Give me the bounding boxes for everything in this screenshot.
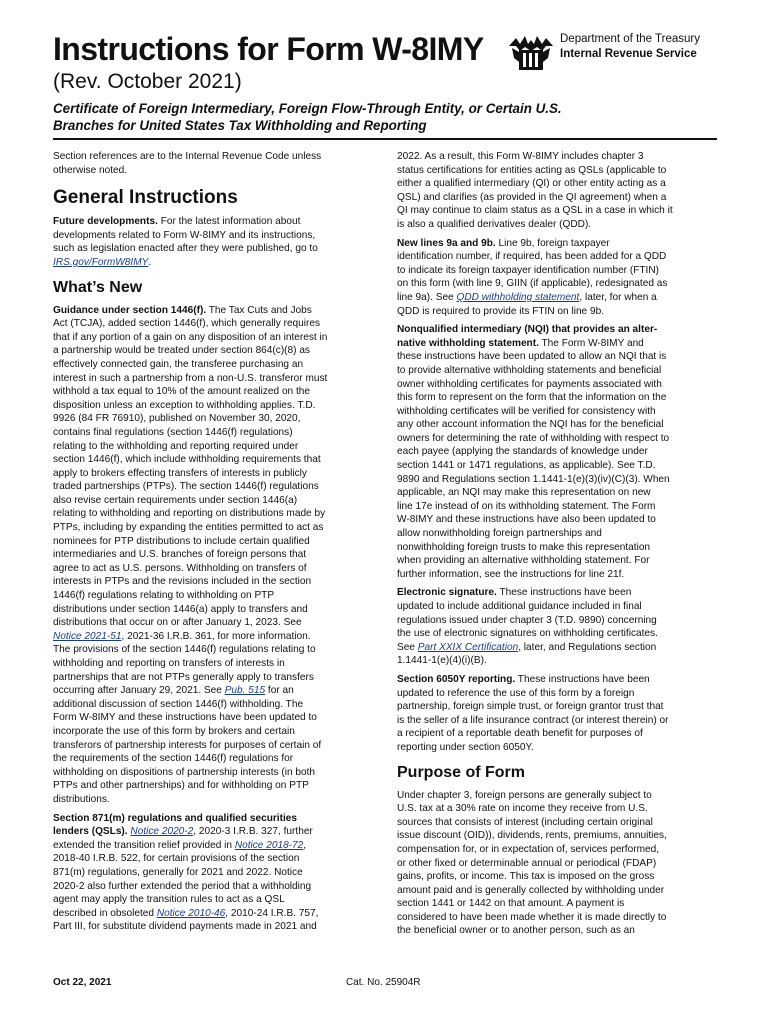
text-line: section 1446(f), which include withholding requirements that (53, 454, 321, 466)
text-line: either a qualified intermediary (QI) or other entity acting as a (397, 178, 666, 190)
section-1446f-lead: Guidance under section 1446(f). (53, 304, 207, 316)
text-line: intermediaries and U.S. branches of foreign persons that (53, 549, 307, 561)
text-line: nominees for PTP distributions to include certain qualified (53, 535, 310, 547)
text-line: withholding certificates will be verified for consistency with (397, 405, 656, 417)
text-fragment: extended the transition relief provided in (53, 839, 235, 851)
text-line: is the seller of a life insurance contract (or interest therein) or (397, 714, 669, 726)
text-line: PTPs, including by expanding the entities permitted to act as (53, 522, 324, 534)
text-line: gains, profits, or income. This tax is imposed on the gross (397, 871, 655, 883)
text-line: the beneficial owner or to another person, such as an (397, 925, 635, 937)
text-line: Part III, for substitute dividend payments made in 2021 and (53, 921, 317, 933)
text-line: interests in PTPs and the revisions included in the section (53, 576, 312, 588)
text-line: identification number, if required, has been added for a QDD (397, 251, 667, 263)
pub-515-link[interactable]: Pub. 515 (224, 685, 266, 697)
text-line: The Tax Cuts and Jobs (206, 304, 312, 316)
new-lines-9-lead: New lines 9a and 9b. (397, 237, 496, 249)
purpose-paragraph (397, 789, 731, 939)
text-line: effectively connected gain, the transferee purchasing an (53, 358, 304, 370)
text-line: owners for determining the rate of withholding with respect to (397, 432, 670, 444)
text-line: updated to reference the use of this form by a foreign (397, 687, 635, 699)
text-line: to provide alternative withholding statements and beneficial (397, 364, 662, 376)
notice-2010-46-link[interactable]: Notice 2010-46 (156, 907, 226, 919)
section-871m-lead: Section 871(m) regulations and qualified securities (53, 812, 297, 824)
text-fragment: . (148, 256, 152, 268)
irs-gov-formw8imy-link[interactable]: IRS.gov/FormW8IMY (53, 256, 149, 268)
text-line: status certifications for entities acting as QSLs (applicable to (397, 164, 667, 176)
text-line: distributions under section 1446(a) apply to transfers and (53, 603, 308, 615)
text-line: U.S. tax at a 30% rate on income they receive from U.S. (397, 803, 648, 815)
text-line: 9926 (84 FR 76910), published on November 30, 2020, (53, 413, 301, 425)
header-rule (53, 138, 717, 140)
text-line: when providing an alternative withholding statement. For (397, 555, 650, 567)
text-line: Section references are to the Internal Revenue Code unless (53, 151, 322, 162)
agency-block (560, 32, 700, 62)
text-line: that if any portion of a gain on any disposition of an interest in (53, 331, 328, 343)
purpose-of-form-heading: Purpose of Form (397, 763, 526, 781)
text-line: developments related to Form W-8IMY and its instructions, (53, 229, 316, 241)
text-line: further information, see the instructions for line 21f. (397, 568, 625, 580)
text-line: this form to represent on the form that the information on the (397, 392, 667, 404)
text-line: line 17e instead of on its withholding statement. The Form (397, 500, 656, 512)
text-fragment: line 9a). See (397, 291, 457, 303)
text-line: each payee (applying the standards of knowledge under (397, 446, 648, 458)
text-line: 2018-40 I.R.B. 522, for certain provisions of the section (53, 853, 300, 865)
text-line: interest in such a partnership from a non-U.S. transferor must (53, 372, 328, 384)
text-line: For the latest information about (157, 216, 301, 228)
text-line: compensation for, or in expectation of, services performed, (397, 843, 660, 855)
text-fragment: These instructions have been (515, 673, 650, 685)
text-fragment: , later, for when a (579, 291, 657, 303)
text-line: W-8IMY and these instructions have also been updated to (397, 514, 656, 526)
right-column (397, 150, 731, 943)
text-line: these instructions have been updated to allow an NQI that is (397, 351, 667, 363)
text-line: any other account information the NQI has for the beneficial (397, 419, 664, 431)
text-line: regulations issued under chapter 3 (T.D. 9890) concerning (397, 614, 657, 626)
text-line: 2020-2 also further extended the period that a withholding (53, 880, 312, 892)
text-line: such as legislation enacted after they were published, go to (53, 243, 318, 255)
text-fragment: , later, and Regulations section (518, 641, 657, 653)
text-line: QDD is required to provide its FTIN on line 9b. (397, 305, 605, 317)
text-line: contains final regulations (section 1446(f) regulations) (53, 426, 293, 438)
section-6050y-paragraph (397, 673, 731, 755)
text-line: withhold a tax equal to 10% of the amount realized on the (53, 386, 311, 398)
notice-2018-72-link[interactable]: Notice 2018-72 (234, 839, 304, 851)
text-line: 1446(f) regulations relating to withholding on PTP (53, 590, 275, 602)
text-line: 9890 and Regulations section 1.1441-1(e)(3)(iv)(C)(3). When (397, 473, 670, 485)
text-line: Form W-8IMY and these instructions have been updated to (53, 712, 317, 724)
text-line: owner withholding certificates for payments associated with (397, 378, 662, 390)
text-line: relating to the withholding and reporting required under (53, 440, 299, 452)
text-line: allow nonwithholding foreign partnerships and (397, 528, 602, 540)
left-column (53, 150, 389, 939)
text-line: a partnership would be treated under section 864(c)(8) as (53, 345, 310, 357)
text-fragment: , 2020-3 I.R.B. 327, further (193, 826, 313, 838)
text-line: distributions. (53, 793, 110, 805)
nqi-lead: Nonqualified intermediary (NQI) that provides an alter- (397, 324, 658, 336)
electronic-signature-paragraph (397, 586, 731, 668)
text-line: considered to have been made whether it is made directly to (397, 911, 667, 923)
text-line: updated to include additional guidance included in final (397, 601, 642, 612)
text-line: The provisions of the section 1446(f) regulations relating to (53, 644, 316, 656)
text-line: 1.1441-1(e)(4)(i)(B). (397, 655, 487, 667)
text-line: to indicate its foreign taxpayer identification number (FTIN) (397, 264, 659, 276)
text-line: applicable, an NQI may make this representation on new (397, 487, 651, 499)
document-title: Instructions for Form W-8IMY (53, 31, 484, 67)
section-1446f-paragraph (53, 304, 389, 807)
text-line: sources that consists of interest (including certain original (397, 816, 653, 828)
text-fragment: , 2010-24 I.R.B. 757, (225, 907, 319, 919)
whats-new-heading: What’s New (53, 278, 143, 296)
text-line: also revise certain requirements under section 1446(a) (53, 494, 298, 506)
text-line: additional discussion of section 1446(f) withholding. The (53, 698, 304, 710)
new-lines-9a-9b-paragraph (397, 237, 731, 319)
section-871m-lead-2: lenders (QSLs). (53, 826, 128, 838)
text-line: the use of electronic signatures on withholding certificates. (397, 628, 658, 640)
general-instructions-heading: General Instructions (53, 187, 238, 209)
footer-date: Oct 22, 2021 (53, 977, 112, 988)
revision-date: (Rev. October 2021) (53, 70, 242, 93)
text-line: incorporate the use of this form by brokers and certain (53, 725, 295, 737)
text-line: is also a qualified derivatives dealer (QDD). (397, 218, 592, 230)
text-line: 871(m) regulations, generally for 2021 and 2022. Notice (53, 866, 303, 878)
text-fragment: The Form W-8IMY and (538, 337, 644, 349)
text-line: partnerships that are not PTPs generally apply to transfers (53, 671, 314, 683)
qdd-withholding-statement-link[interactable]: QDD withholding statement (456, 291, 580, 303)
text-fragment: described in obsoleted (53, 907, 157, 919)
subtitle-line-2: Branches for United States Tax Withholding and Reporting (53, 118, 427, 133)
text-line: partnership, foreign simple trust, or foreign grantor trust that (397, 701, 664, 713)
qsl-continuation-paragraph (397, 150, 731, 232)
notice-2021-51-link[interactable]: Notice 2021-51 (53, 630, 122, 642)
future-developments-lead: Future developments. (53, 216, 158, 228)
nqi-paragraph (397, 323, 731, 581)
text-line: the requirements of the section 1446(f) regulations for (53, 753, 294, 765)
future-developments-paragraph (53, 215, 389, 269)
electronic-signature-lead: Electronic signature. (397, 587, 497, 599)
section-references (53, 150, 389, 177)
text-fragment: for an (265, 685, 294, 697)
notice-2020-2-link[interactable]: Notice 2020-2 (130, 826, 194, 838)
text-line: or other fixed or determinable annual or periodical (FDAP) (397, 857, 657, 869)
text-line: QSL) and clarifies (as provided in the QI agreement) when a (397, 191, 667, 203)
text-line: Act (TCJA), added section 1446(f), which generally requires (53, 318, 321, 330)
text-line: agent may apply the transition rules to act as a QSL (53, 894, 285, 906)
text-line: disposition unless an exception to withholding applies. T.D. (53, 399, 316, 411)
text-line: reporting under section 6050Y. (397, 741, 534, 753)
agency-irs: Internal Revenue Service (560, 48, 697, 60)
irs-eagle-logo-icon (506, 32, 556, 74)
subtitle-line-1: Certificate of Foreign Intermediary, Foreign Flow-Through Entity, or Certain U.S. (53, 101, 562, 116)
text-line: withholding on dispositions of partnership interests (in both (53, 766, 316, 778)
text-line: withholding and reporting on transfers of interests in (53, 658, 285, 669)
text-fragment: , (303, 839, 307, 851)
document-subtitle (53, 100, 562, 134)
text-line: Under chapter 3, foreign persons are generally subject to (397, 789, 652, 801)
text-fragment: , 2021-36 I.R.B. 361, for more information. (121, 630, 311, 642)
text-fragment: occurring after January 29, 2021. See (53, 685, 225, 697)
text-line: issue discount (OID)), dividends, rents, premiums, annuities, (397, 830, 667, 842)
text-line: transferors of partnership interests for purposes of certain of (53, 739, 322, 751)
text-fragment: Line 9b, foreign taxpayer (495, 237, 610, 249)
text-line: on this form (with line 9, GIIN (if applicable), redesignated as (397, 278, 668, 290)
text-line: section 1441 or 1471 regulations, as applicable). See T.D. (397, 460, 656, 472)
text-line: otherwise noted. (53, 164, 128, 176)
part-xxix-certification-link[interactable]: Part XXIX Certification (417, 641, 519, 653)
section-871m-paragraph (53, 812, 389, 934)
agency-department: Department of the Treasury (560, 33, 700, 45)
text-line: agree to act as U.S. persons. Withholding on transfers of (53, 562, 307, 574)
text-line: apply to brokers effecting transfers of interests in publicly (53, 467, 307, 479)
text-fragment: See (397, 641, 418, 653)
text-line: amount paid and is generally collected by withholding under (397, 884, 665, 896)
catalog-number: Cat. No. 25904R (346, 977, 421, 988)
text-line: relating to withholding and reporting on distributions made by (53, 508, 326, 520)
text-fragment: These instructions have been (496, 587, 632, 599)
nqi-lead-2: native withholding statement. (397, 337, 539, 349)
section-6050y-lead: Section 6050Y reporting. (397, 673, 516, 685)
text-line: a recipient of a reportable death benefit for purposes of (397, 728, 643, 740)
text-line: nonwithholding foreign trusts to make this representation (397, 541, 651, 553)
text-line: distributions that occur on or after January 1, 2023. See (53, 617, 302, 629)
text-line: 2022. As a result, this Form W-8IMY includes chapter 3 (397, 151, 644, 162)
text-line: QI may continue to claim status as a QSL in a case in which it (397, 205, 673, 217)
text-line: traded partnerships (PTPs). The section 1446(f) regulations (53, 481, 319, 493)
text-line: PTPs and other partnerships) and for withholding on PTP (53, 780, 309, 792)
text-line: section 1441 or 1442 on that amount. A payment is (397, 898, 625, 910)
